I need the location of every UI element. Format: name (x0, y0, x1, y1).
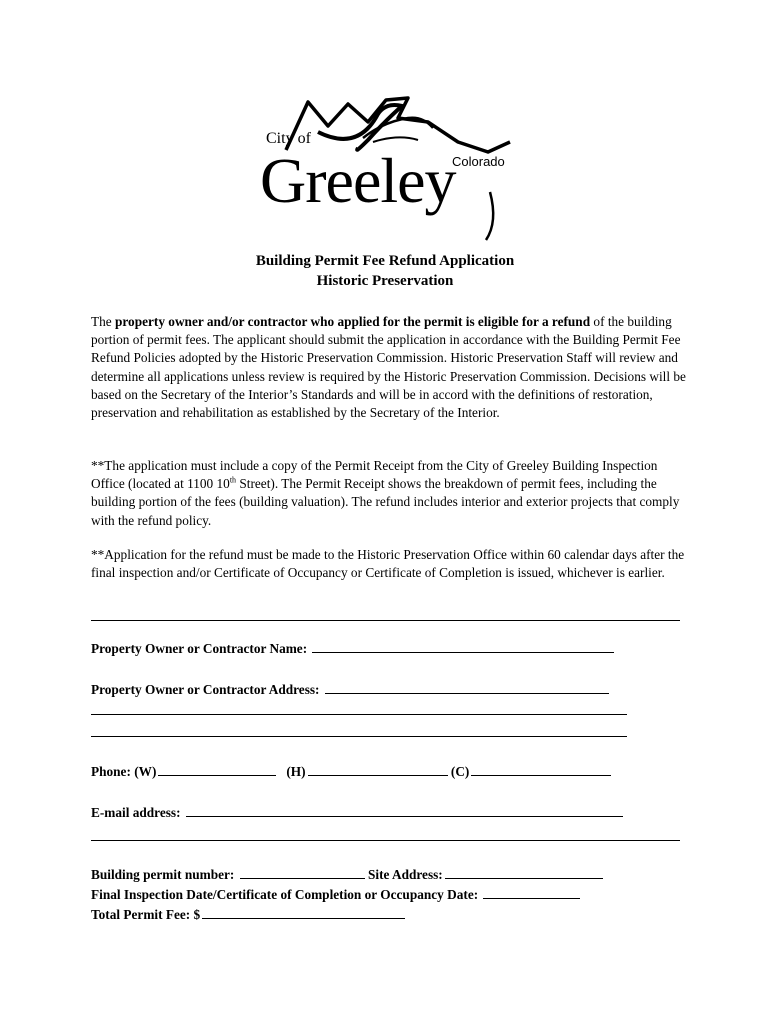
permit-number-field[interactable] (91, 865, 603, 884)
owner-address-line-2[interactable] (91, 714, 627, 715)
deadline-note: **Application for the refund must be made to the Historic Preservation Office within 60 calendar days after the final inspection and/or Certificate of Occupancy or Certificate of Completion is issued, whichever is earlier. (91, 547, 685, 581)
intro-text-end: of the building portion of permit fees. The applicant should submit the application in accordance with the Building Permit Fee Refund Policies adopted by the Historic Preservation Commission. Historic Preservation Staff will review and determine all applications unless review is required by the Historic Preservation Commission. Decisions will be based on the Secretary of the Interior’s Standards and will be in accord with the definitions of restoration, preservation and rehabilitation as established by the Secretary of the Interior. (91, 314, 686, 421)
phone-work-blank[interactable] (158, 762, 276, 776)
city-logo (258, 92, 518, 242)
phone-home-blank[interactable] (308, 762, 448, 776)
note1-superscript: th (229, 475, 237, 485)
owner-name-label: Property Owner or Contractor Name: (91, 641, 311, 656)
logo-state: Colorado (452, 154, 505, 169)
intro-eligibility-text: property owner and/or contractor who applied for the permit is eligible for a refund (115, 314, 591, 329)
email-blank[interactable] (186, 803, 623, 817)
phone-home-label: (H) (286, 764, 306, 779)
phone-field[interactable] (91, 762, 611, 781)
phone-work-label: Phone: (W) (91, 764, 157, 779)
total-fee-field[interactable] (91, 905, 405, 924)
owner-address-field[interactable] (91, 680, 609, 699)
owner-name-blank[interactable] (312, 639, 614, 653)
logo-city-of: City of (266, 130, 311, 147)
owner-address-blank[interactable] (325, 680, 609, 694)
owner-address-label: Property Owner or Contractor Address: (91, 682, 323, 697)
site-address-blank[interactable] (445, 865, 603, 879)
phone-cell-label: (C) (450, 764, 470, 779)
permit-number-label: Building permit number: (91, 867, 238, 882)
logo-city-name: Greeley (260, 145, 456, 216)
phone-cell-blank[interactable] (471, 762, 611, 776)
page-title: Building Permit Fee Refund Application (255, 253, 515, 269)
final-inspection-label: Final Inspection Date/Certificate of Completion or Occupancy Date: (91, 887, 482, 902)
email-label: E-mail address: (91, 805, 184, 820)
note1-text-end: Street). The Permit Receipt shows the breakdown of permit fees, including the building portion of the fees (building valuation). The refund includes interior and exterior projects that comply with the refund policy. (91, 476, 680, 528)
section-divider-2 (91, 840, 680, 841)
permit-number-blank[interactable] (240, 865, 365, 879)
owner-name-field[interactable] (91, 639, 614, 658)
owner-address-line-3[interactable] (91, 736, 627, 737)
total-fee-blank[interactable] (202, 905, 405, 919)
final-inspection-field[interactable] (91, 885, 580, 904)
intro-paragraph (91, 313, 691, 422)
permit-receipt-note (91, 457, 691, 530)
intro-text-start: The (91, 314, 115, 329)
total-fee-label: Total Permit Fee: $ (91, 907, 201, 922)
email-field[interactable] (91, 803, 623, 822)
final-inspection-blank[interactable] (483, 885, 580, 899)
site-address-label: Site Address: (367, 867, 443, 882)
page-subtitle: Historic Preservation (316, 273, 454, 289)
section-divider (91, 620, 680, 621)
note1-text-start: **The application must include a copy of the Permit Receipt from the City of Greeley Building Inspection Office (located at 1100 10 (91, 458, 658, 492)
